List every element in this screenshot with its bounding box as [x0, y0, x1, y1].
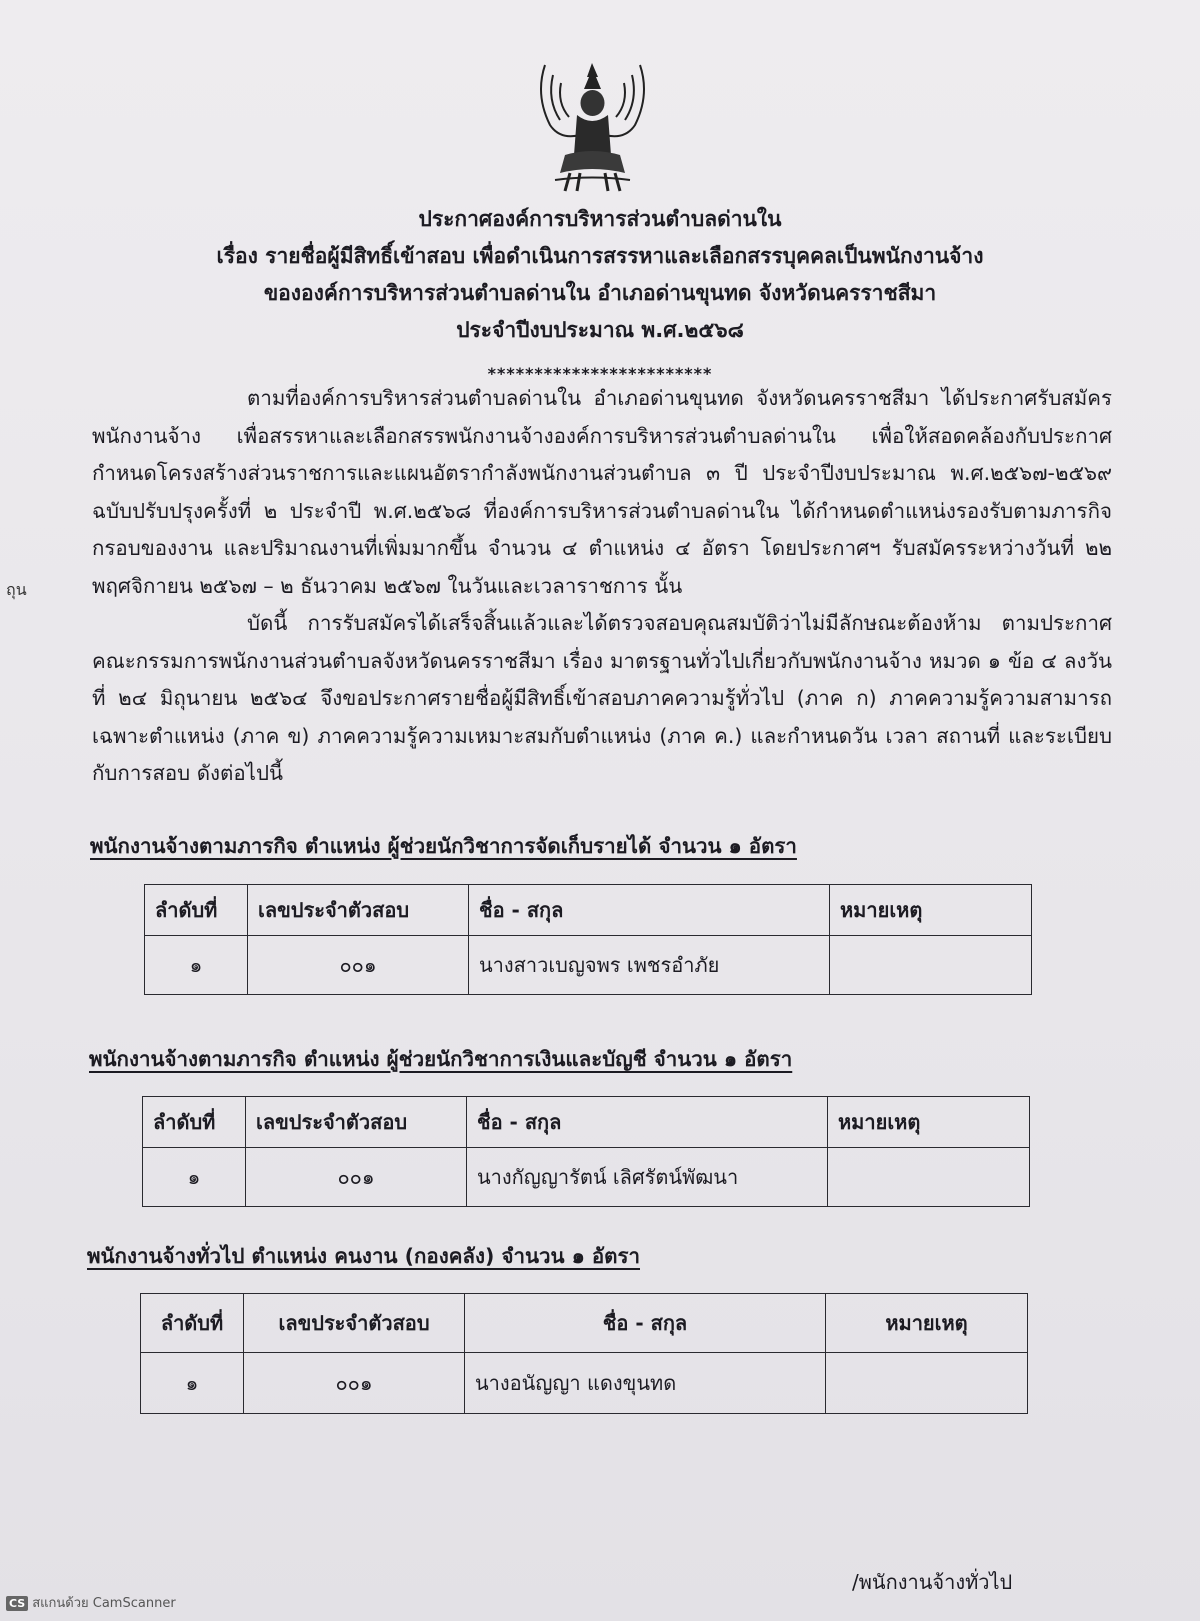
col-header-exam-id: เลขประจำตัวสอบ	[246, 1097, 467, 1148]
title-line-2: เรื่อง รายชื่อผู้มีสิทธิ์เข้าสอบ เพื่อดำเนินการสรรหาและเลือกสรรบุคคลเป็นพนักงานจ้าง	[216, 244, 984, 268]
candidate-table	[140, 1293, 1028, 1414]
camscanner-watermark	[6, 1592, 176, 1613]
cell-name: นางกัญญารัตน์ เลิศรัตน์พัฒนา	[467, 1148, 828, 1207]
title-line-4: ประจำปีงบประมาณ พ.ศ.๒๕๖๘	[456, 318, 744, 342]
col-header-note: หมายเหตุ	[830, 885, 1032, 936]
cell-name: นางสาวเบญจพร เพชรอำภัย	[469, 936, 830, 995]
cell-note	[828, 1148, 1030, 1207]
col-header-name: ชื่อ - สกุล	[469, 885, 830, 936]
col-header-no: ลำดับที่	[141, 1294, 244, 1353]
col-header-no: ลำดับที่	[143, 1097, 246, 1148]
col-header-name: ชื่อ - สกุล	[467, 1097, 828, 1148]
col-header-exam-id: เลขประจำตัวสอบ	[248, 885, 469, 936]
section-title: พนักงานจ้างทั่วไป ตำแหน่ง คนงาน (กองคลัง) จำนวน ๑ อัตรา	[87, 1244, 640, 1268]
camscanner-label: สแกนด้วย CamScanner	[32, 1596, 176, 1611]
section-title: พนักงานจ้างตามภารกิจ ตำแหน่ง ผู้ช่วยนักวิชาการเงินและบัญชี จำนวน ๑ อัตรา	[89, 1047, 793, 1071]
table-row	[141, 1353, 1028, 1414]
cell-no: ๑	[141, 1353, 244, 1414]
garuda-emblem-icon	[525, 55, 660, 195]
paragraph-1: ตามที่องค์การบริหารส่วนตำบลด่านใน อำเภอด่านขุนทด จังหวัดนครราชสีมา ได้ประกาศรับสมัครพนักงานจ้าง เพื่อสรรหาและเลือกสรรพนักงานจ้างองค์การบริหารส่วนตำบลด่านใน เพื่อให้สอดคล้องกับประกาศกำหนดโครงสร้างส่วนราชการและแผนอัตรากำลังพนักงานส่วนตำบล ๓ ปี ประจำปีงบประมาณ พ.ศ.๒๕๖๗-๒๕๖๙ ฉบับปรับปรุงครั้งที่ ๒ ประจำปี พ.ศ.๒๕๖๘ ที่องค์การบริหารส่วนตำบลด่านใน ได้กำหนดตำแหน่งรองรับตามภารกิจกรอบของงาน และปริมาณงานที่เพิ่มมากขึ้น จำนวน ๔ ตำแหน่ง ๔ อัตรา โดยประกาศฯ รับสมัครระหว่างวันที่ ๒๒ พฤศจิกายน ๒๕๖๗ – ๒ ธันวาคม ๒๕๖๗ ในวันและเวลาราชการ นั้น	[92, 386, 1112, 598]
table-row	[145, 936, 1032, 995]
cell-name: นางอนัญญา แดงขุนทด	[465, 1353, 826, 1414]
title-line-3: ขององค์การบริหารส่วนตำบลด่านใน อำเภอด่านขุนทด จังหวัดนครราชสีมา	[263, 281, 937, 305]
col-header-note: หมายเหตุ	[828, 1097, 1030, 1148]
cell-note	[830, 936, 1032, 995]
separator-stars: ************************	[487, 364, 713, 383]
col-header-no: ลำดับที่	[145, 885, 248, 936]
candidate-table	[144, 884, 1032, 995]
col-header-exam-id: เลขประจำตัวสอบ	[244, 1294, 465, 1353]
col-header-note: หมายเหตุ	[826, 1294, 1028, 1353]
margin-mark: ถุน	[6, 580, 27, 599]
cell-exam-id: ๐๐๑	[246, 1148, 467, 1207]
cell-no: ๑	[145, 936, 248, 995]
col-header-name: ชื่อ - สกุล	[465, 1294, 826, 1353]
body-text	[92, 380, 1112, 793]
continuation-note: /พนักงานจ้างทั่วไป	[852, 1570, 1013, 1594]
table-row	[143, 1148, 1030, 1207]
cell-no: ๑	[143, 1148, 246, 1207]
camscanner-logo-icon: CS	[6, 1596, 28, 1611]
cell-exam-id: ๐๐๑	[248, 936, 469, 995]
cell-exam-id: ๐๐๑	[244, 1353, 465, 1414]
paragraph-2: บัดนี้ การรับสมัครได้เสร็จสิ้นแล้วและได้ตรวจสอบคุณสมบัติว่าไม่มีลักษณะต้องห้าม ตามประกาศคณะกรรมการพนักงานส่วนตำบลจังหวัดนครราชสีมา เรื่อง มาตรฐานทั่วไปเกี่ยวกับพนักงานจ้าง หมวด ๑ ข้อ ๔ ลงวันที่ ๒๔ มิถุนายน ๒๕๖๔ จึงขอประกาศรายชื่อผู้มีสิทธิ์เข้าสอบภาคความรู้ทั่วไป (ภาค ก) ภาคความรู้ความสามารถเฉพาะตำแหน่ง (ภาค ข) ภาคความรู้ความเหมาะสมกับตำแหน่ง (ภาค ค.) และกำหนดวัน เวลา สถานที่ และระเบียบกับการสอบ ดังต่อไปนี้	[92, 611, 1112, 785]
section-title: พนักงานจ้างตามภารกิจ ตำแหน่ง ผู้ช่วยนักวิชาการจัดเก็บรายได้ จำนวน ๑ อัตรา	[90, 834, 797, 858]
candidate-table	[142, 1096, 1030, 1207]
cell-note	[826, 1353, 1028, 1414]
title-line-1: ประกาศองค์การบริหารส่วนตำบลด่านใน	[418, 207, 782, 231]
